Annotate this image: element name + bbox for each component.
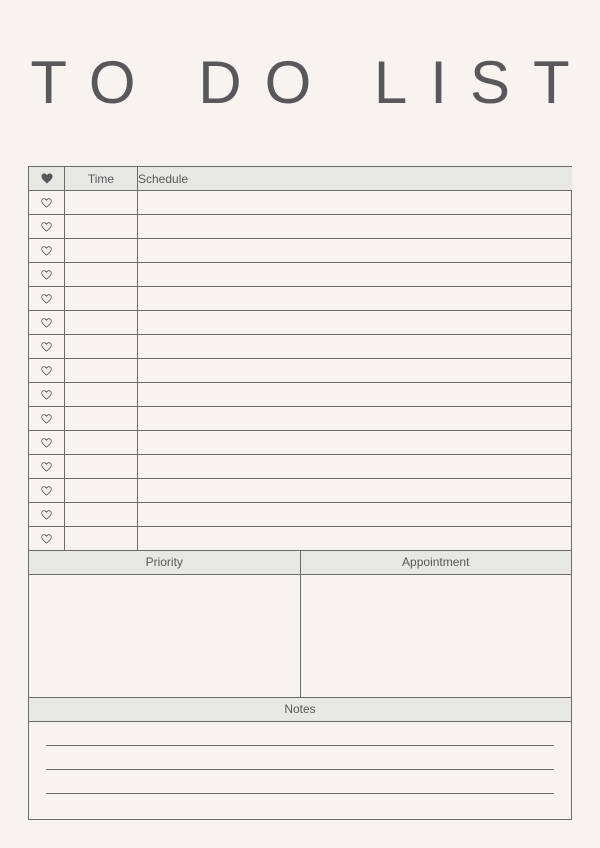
- schedule-row: [29, 215, 572, 239]
- heart-outline-icon[interactable]: [29, 191, 65, 215]
- time-cell[interactable]: [65, 527, 138, 551]
- time-cell[interactable]: [65, 455, 138, 479]
- time-cell[interactable]: [65, 407, 138, 431]
- time-cell[interactable]: [65, 191, 138, 215]
- appointment-header: Appointment: [301, 551, 572, 575]
- time-cell[interactable]: [65, 335, 138, 359]
- time-cell[interactable]: [65, 311, 138, 335]
- heart-outline-icon[interactable]: [29, 239, 65, 263]
- schedule-row: [29, 287, 572, 311]
- schedule-header-row: [29, 167, 572, 191]
- schedule-row: [29, 527, 572, 551]
- time-cell[interactable]: [65, 431, 138, 455]
- schedule-cell[interactable]: [138, 215, 573, 239]
- todo-sheet: [28, 166, 572, 820]
- priority-area[interactable]: [29, 575, 300, 697]
- schedule-cell[interactable]: [138, 503, 573, 527]
- notes-line: [46, 769, 554, 770]
- schedule-cell[interactable]: [138, 335, 573, 359]
- schedule-row: [29, 503, 572, 527]
- heart-outline-icon[interactable]: [29, 527, 65, 551]
- heart-outline-icon[interactable]: [29, 263, 65, 287]
- schedule-row: [29, 311, 572, 335]
- schedule-cell[interactable]: [138, 527, 573, 551]
- time-cell[interactable]: [65, 479, 138, 503]
- heart-outline-icon[interactable]: [29, 407, 65, 431]
- notes-header: Notes: [29, 698, 571, 722]
- heart-outline-icon[interactable]: [29, 287, 65, 311]
- schedule-table: [29, 167, 572, 551]
- heart-outline-icon[interactable]: [29, 455, 65, 479]
- heart-outline-icon[interactable]: [29, 359, 65, 383]
- schedule-cell[interactable]: [138, 407, 573, 431]
- heart-filled-icon: [29, 167, 65, 191]
- heart-outline-icon[interactable]: [29, 215, 65, 239]
- heart-outline-icon[interactable]: [29, 479, 65, 503]
- time-cell[interactable]: [65, 287, 138, 311]
- schedule-row: [29, 455, 572, 479]
- schedule-cell[interactable]: [138, 263, 573, 287]
- heart-outline-icon[interactable]: [29, 503, 65, 527]
- priority-box: [29, 551, 301, 697]
- schedule-row: [29, 191, 572, 215]
- schedule-cell[interactable]: [138, 239, 573, 263]
- notes-line: [46, 793, 554, 794]
- page-title: TO DO LIST: [30, 49, 593, 116]
- schedule-cell[interactable]: [138, 359, 573, 383]
- time-cell[interactable]: [65, 239, 138, 263]
- time-cell[interactable]: [65, 383, 138, 407]
- schedule-header: Schedule: [138, 167, 573, 191]
- priority-appointment-section: [29, 551, 571, 698]
- notes-area[interactable]: [29, 722, 571, 818]
- time-cell[interactable]: [65, 263, 138, 287]
- time-header: Time: [65, 167, 138, 191]
- schedule-row: [29, 431, 572, 455]
- appointment-box: [301, 551, 572, 697]
- schedule-cell[interactable]: [138, 311, 573, 335]
- priority-header: Priority: [29, 551, 300, 575]
- schedule-cell[interactable]: [138, 455, 573, 479]
- schedule-row: [29, 239, 572, 263]
- schedule-cell[interactable]: [138, 287, 573, 311]
- heart-outline-icon[interactable]: [29, 335, 65, 359]
- schedule-cell[interactable]: [138, 383, 573, 407]
- schedule-cell[interactable]: [138, 479, 573, 503]
- schedule-cell[interactable]: [138, 431, 573, 455]
- schedule-row: [29, 335, 572, 359]
- notes-line: [46, 745, 554, 746]
- schedule-row: [29, 263, 572, 287]
- appointment-area[interactable]: [301, 575, 572, 697]
- heart-outline-icon[interactable]: [29, 311, 65, 335]
- schedule-row: [29, 479, 572, 503]
- schedule-row: [29, 359, 572, 383]
- heart-outline-icon[interactable]: [29, 431, 65, 455]
- schedule-row: [29, 407, 572, 431]
- schedule-row: [29, 383, 572, 407]
- time-cell[interactable]: [65, 359, 138, 383]
- heart-outline-icon[interactable]: [29, 383, 65, 407]
- schedule-cell[interactable]: [138, 191, 573, 215]
- time-cell[interactable]: [65, 503, 138, 527]
- time-cell[interactable]: [65, 215, 138, 239]
- notes-section: [29, 698, 571, 818]
